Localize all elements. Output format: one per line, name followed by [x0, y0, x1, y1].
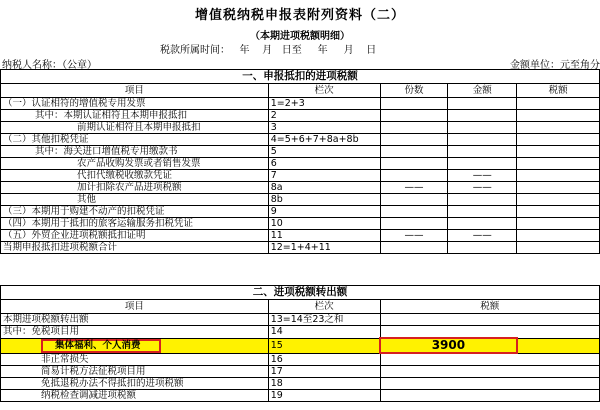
table-row	[1, 378, 600, 390]
header-item: 项目	[1, 84, 269, 98]
row-tax	[517, 230, 600, 242]
table-row	[1, 182, 600, 194]
row-copies: ——	[380, 182, 448, 194]
row-column: 6	[268, 158, 380, 170]
row-copies	[380, 206, 448, 218]
row-tax-extra	[517, 338, 600, 353]
row-tax	[380, 378, 599, 390]
row-amount: ——	[448, 182, 517, 194]
table-row	[1, 146, 600, 158]
table-row	[1, 218, 600, 230]
table-row	[1, 98, 600, 110]
row-column: 17	[268, 366, 380, 378]
row-amount	[448, 206, 517, 218]
row-column: 3	[268, 122, 380, 134]
row-tax	[380, 326, 599, 339]
table-row	[1, 194, 600, 206]
table-row	[1, 314, 600, 326]
row-item: （二）其他扣税凭证	[1, 134, 269, 146]
row-item: （四）本期用于抵扣的旅客运输服务扣税凭证	[1, 218, 269, 230]
row-amount: ——	[448, 230, 517, 242]
row-item: 本期进项税额转出额	[1, 314, 269, 326]
row-column: 9	[268, 206, 380, 218]
form-title: 增值税纳税申报表附列资料（二）	[194, 8, 405, 23]
input-tax-transfer-table	[0, 285, 600, 402]
header-column: 栏次	[268, 300, 380, 314]
row-amount	[448, 242, 517, 254]
row-column: 14	[268, 326, 380, 339]
row-item: 加计扣除农产品进项税额	[1, 182, 269, 194]
row-column: 13=14至23之和	[268, 314, 380, 326]
header-column: 栏次	[268, 84, 380, 98]
table-row	[1, 353, 600, 366]
row-copies	[380, 122, 448, 134]
table-row	[1, 206, 600, 218]
row-item: 简易计税方法征税项目用	[1, 366, 269, 378]
row-column: 10	[268, 218, 380, 230]
header-copies: 份数	[380, 84, 448, 98]
header-tax: 税额	[380, 300, 599, 314]
row-column: 16	[268, 353, 380, 366]
table-row	[1, 326, 600, 339]
row-tax	[517, 218, 600, 230]
highlighted-row	[1, 338, 600, 353]
row-tax	[517, 110, 600, 122]
form-subtitle: （本期进项税额明细）	[250, 31, 350, 42]
section1-title: 一、申报抵扣的进项税额	[1, 70, 600, 84]
row-tax	[517, 206, 600, 218]
row-item: 农产品收购发票或者销售发票	[1, 158, 269, 170]
table-row	[1, 122, 600, 134]
row-tax	[517, 182, 600, 194]
deductible-input-tax-table	[0, 69, 600, 254]
row-amount	[448, 146, 517, 158]
row-copies	[380, 146, 448, 158]
row-item: 其中：免税项目用	[1, 326, 269, 339]
row-copies	[380, 194, 448, 206]
row-item: 前期认证相符且本期申报抵扣	[1, 122, 269, 134]
row-item: （五）外贸企业进项税额抵扣证明	[1, 230, 269, 242]
table-row	[1, 242, 600, 254]
row-tax	[517, 242, 600, 254]
section2-title: 二、进项税额转出额	[1, 286, 600, 300]
row-item: 其中：海关进口增值税专用缴款书	[1, 146, 269, 158]
row-item: 纳税检查调减进项税额	[1, 390, 269, 402]
row-tax	[517, 170, 600, 182]
row-item: （一）认证相符的增值税专用发票	[1, 98, 269, 110]
highlighted-tax-value: 3900	[380, 338, 517, 353]
taxpayer-name-label: 纳税人名称：（公章）	[2, 60, 97, 71]
amount-unit-label: 金额单位：元至角分	[510, 60, 600, 71]
row-copies	[380, 110, 448, 122]
row-tax	[380, 366, 599, 378]
row-tax	[517, 134, 600, 146]
header-amount: 金额	[448, 84, 517, 98]
row-column: 11	[268, 230, 380, 242]
row-amount	[448, 98, 517, 110]
row-copies	[380, 242, 448, 254]
table-row	[1, 390, 600, 402]
row-copies	[380, 98, 448, 110]
row-tax	[517, 122, 600, 134]
row-column: 4=5+6+7+8a+8b	[268, 134, 380, 146]
table-row	[1, 134, 600, 146]
row-amount	[448, 218, 517, 230]
table-row	[1, 366, 600, 378]
row-tax	[517, 194, 600, 206]
table-row	[1, 170, 600, 182]
row-item: （三）本期用于购建不动产的扣税凭证	[1, 206, 269, 218]
row-copies	[380, 158, 448, 170]
row-amount	[448, 134, 517, 146]
row-item: 代扣代缴税收缴款凭证	[1, 170, 269, 182]
row-amount	[448, 194, 517, 206]
tax-period-line: 税款所属时间： 年 月 日至 年 月 日	[160, 45, 377, 56]
row-item-cell	[1, 338, 269, 353]
row-tax	[517, 158, 600, 170]
row-column: 12=1+4+11	[268, 242, 380, 254]
header-tax: 税额	[517, 84, 600, 98]
header-item: 项目	[1, 300, 269, 314]
row-column: 5	[268, 146, 380, 158]
row-item: 当期申报抵扣进项税额合计	[1, 242, 269, 254]
row-column: 15	[268, 338, 380, 353]
row-amount	[448, 110, 517, 122]
row-amount	[448, 158, 517, 170]
row-tax	[380, 353, 599, 366]
row-amount: ——	[448, 170, 517, 182]
table-row	[1, 158, 600, 170]
row-column: 19	[268, 390, 380, 402]
row-column: 1=2+3	[268, 98, 380, 110]
row-amount	[448, 122, 517, 134]
row-tax	[517, 146, 600, 158]
row-column: 18	[268, 378, 380, 390]
row-item: 非正常损失	[1, 353, 269, 366]
row-column: 8b	[268, 194, 380, 206]
row-column: 2	[268, 110, 380, 122]
row-tax	[380, 314, 599, 326]
row-column: 7	[268, 170, 380, 182]
row-item: 其他	[1, 194, 269, 206]
row-tax	[517, 98, 600, 110]
row-copies: ——	[380, 230, 448, 242]
row-item: 免抵退税办法不得抵扣的进项税额	[1, 378, 269, 390]
row-copies	[380, 134, 448, 146]
row-copies	[380, 218, 448, 230]
table-row	[1, 110, 600, 122]
row-column: 8a	[268, 182, 380, 194]
row-tax	[380, 390, 599, 402]
row-item: 其中：本期认证相符且本期申报抵扣	[1, 110, 269, 122]
row-copies	[380, 170, 448, 182]
highlighted-item: 集体福利、个人消费	[41, 339, 161, 353]
table-row	[1, 230, 600, 242]
